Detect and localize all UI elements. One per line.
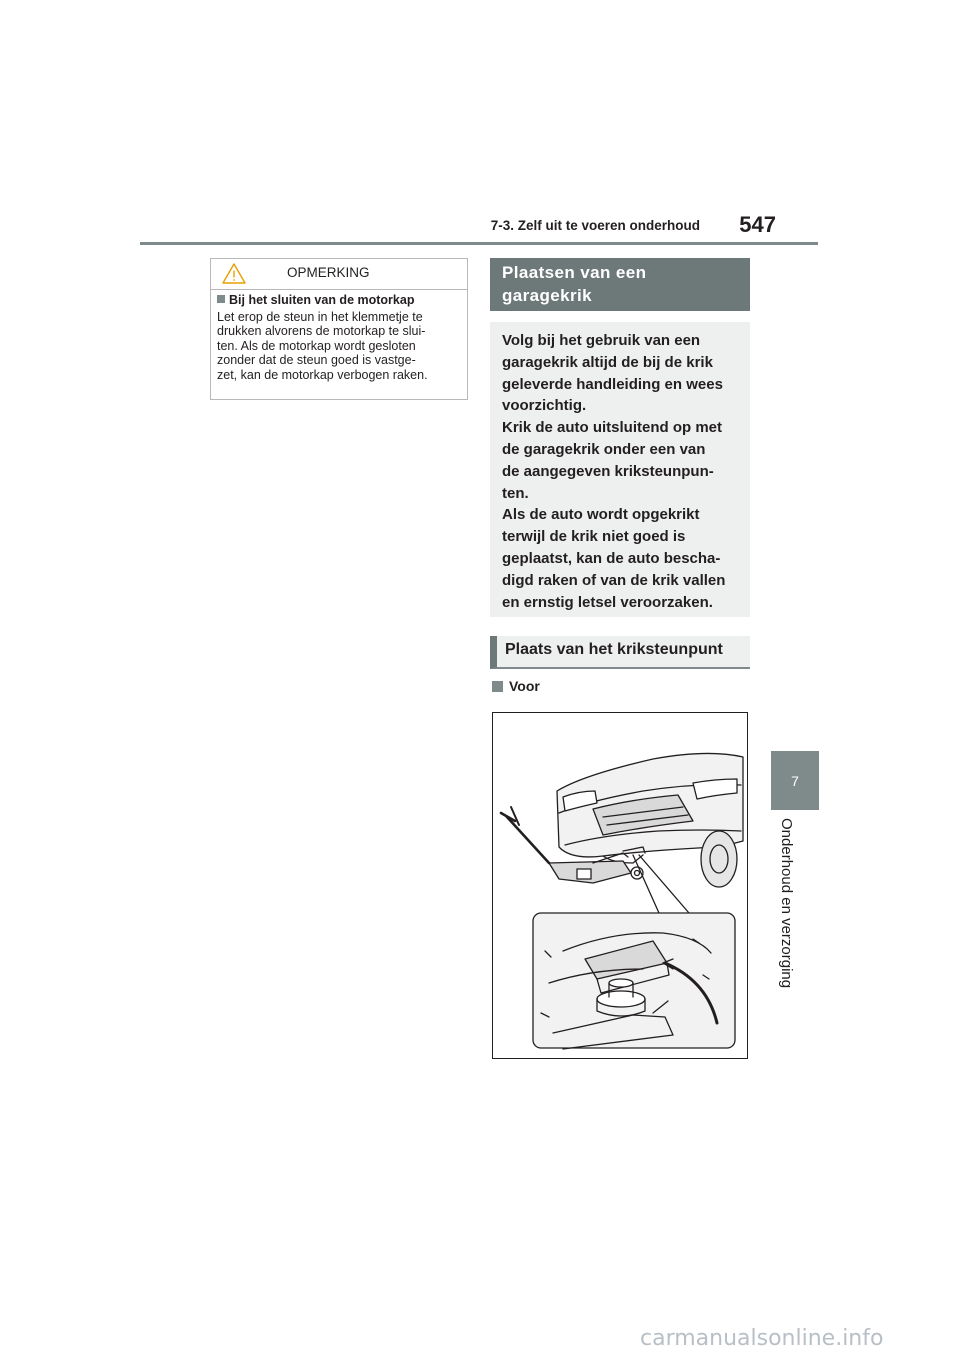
notice-heading-text: Bij het sluiten van de motorkap: [229, 293, 415, 307]
notice-header: [211, 259, 467, 290]
subheading: [492, 678, 540, 694]
watermark: carmanualsonline.info: [640, 1326, 884, 1351]
square-bullet-icon: [217, 295, 225, 303]
section-title: Plaats van het kriksteunpunt: [490, 636, 750, 669]
intro-box: Volg bij het gebruik van een garagekrik altijd de bij de krik geleverde handleiding en wees voorzichtig. Krik de auto uitsluitend op met de garagekrik onder een van de aangegeven kriksteunpun- ten. Als de auto wordt opgekrikt terwijl de krik niet goed is geplaatst, kan de auto bescha- digd raken of van de krik vallen en ernstig letsel veroorzaken.: [490, 322, 750, 617]
notice-heading: [217, 293, 414, 307]
warning-triangle-icon: [221, 262, 247, 290]
page-number: 547: [739, 212, 776, 237]
notice-body: Let erop de steun in het klemmetje te drukken alvorens de motorkap te slui- ten. Als de motorkap wordt gesloten zonder dat de steun goed is vastge- zet, kan de motorkap verbogen raken.: [217, 310, 428, 382]
square-bullet-icon: [492, 681, 503, 692]
chapter-number: 7: [791, 772, 799, 789]
illustration-drawing: [493, 713, 749, 1060]
header-divider: [140, 242, 818, 245]
notice-box: [210, 258, 468, 400]
header-section-title: 7-3. Zelf uit te voeren onderhoud: [490, 218, 700, 233]
chapter-tab[interactable]: [771, 751, 819, 810]
chapter-title: Onderhoud en verzorging: [778, 818, 795, 989]
jack-point-illustration: [492, 712, 748, 1059]
page-title: Plaatsen van een garagekrik: [490, 258, 750, 311]
notice-title: OPMERKING: [287, 265, 370, 280]
subheading-text: Voor: [509, 678, 540, 694]
